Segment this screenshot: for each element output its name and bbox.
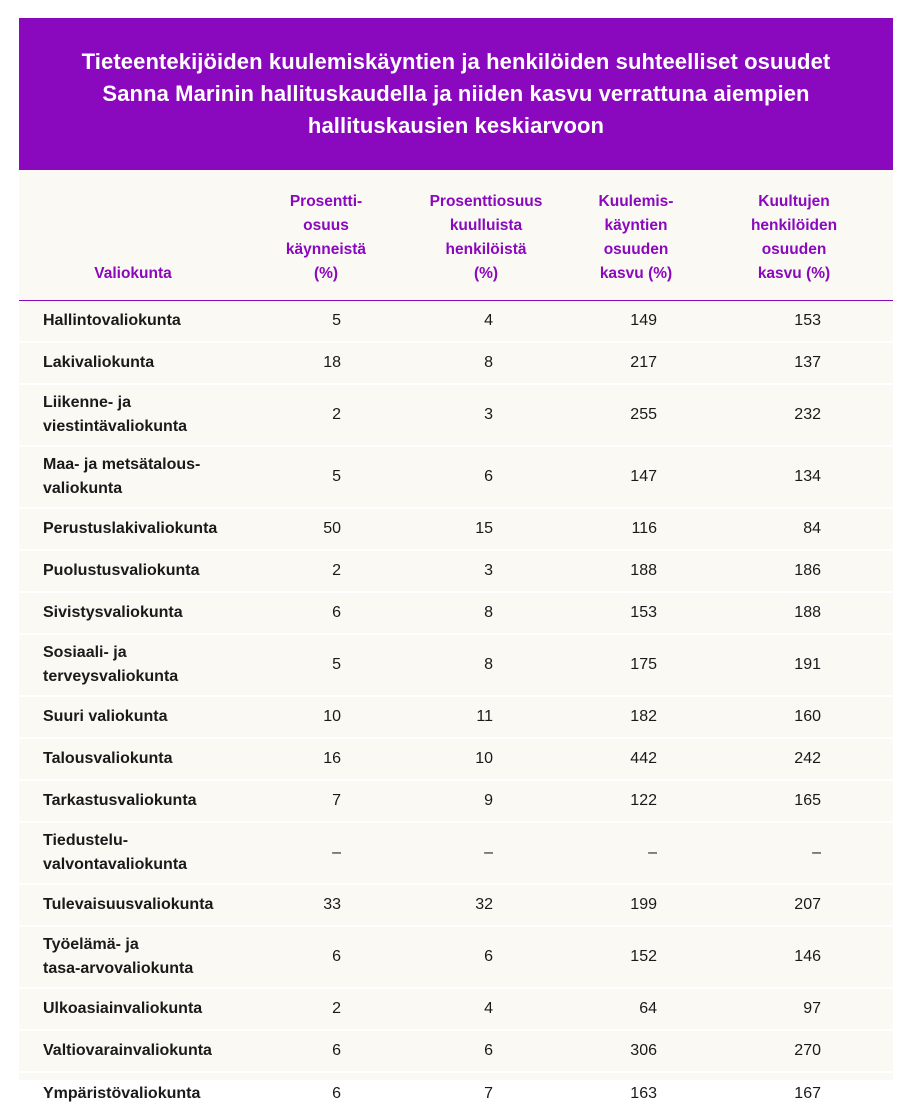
column-header-share-of-visits: Prosentti- osuus käynneistä (%) (285, 193, 367, 282)
table-cell-col3: 163 (630, 1085, 657, 1102)
table-cell-col2: 15 (475, 520, 493, 537)
table-cell-col4: 232 (794, 406, 821, 423)
table-row (19, 447, 893, 509)
table-row (19, 301, 893, 343)
table-cell-col2: – (484, 844, 493, 861)
table-cell-col1: 2 (332, 562, 341, 579)
table-cell-col2: 8 (484, 354, 493, 371)
table-cell-col3: 152 (630, 948, 657, 965)
table-cell-col1: – (332, 844, 341, 861)
table-cell-col4: 160 (794, 708, 821, 725)
table-row (19, 551, 893, 593)
table-cell-col2: 9 (484, 792, 493, 809)
table-cell-col2: 6 (484, 468, 493, 485)
table-row (19, 989, 893, 1031)
table-cell-col4: 191 (794, 656, 821, 673)
column-header-visit-share-growth: Kuulemis- käyntien osuuden kasvu (%) (598, 193, 674, 282)
table-cell-col2: 8 (484, 604, 493, 621)
committee-name: Talousvaliokunta (43, 750, 173, 767)
table-cell-col3: 149 (630, 312, 657, 329)
committee-name: Työelämä- ja tasa-arvovaliokunta (43, 936, 194, 977)
table-cell-col3: 64 (639, 1000, 657, 1017)
committee-name: Lakivaliokunta (43, 354, 155, 371)
table-title: Tieteentekijöiden kuulemiskäyntien ja henkilöiden suhteelliset osuudet Sanna Marinin hallituskaudella ja niiden kasvu verrattuna aiempien hallituskausien keskiarvoon (81, 49, 831, 138)
committee-name: Sosiaali- ja terveysvaliokunta (43, 644, 179, 685)
table-cell-col4: 165 (794, 792, 821, 809)
table-cell-col1: 10 (323, 708, 341, 725)
table-row (19, 509, 893, 551)
committee-name: Hallintovaliokunta (43, 312, 181, 329)
table-cell-col3: – (648, 844, 657, 861)
table-cell-col3: 122 (630, 792, 657, 809)
table-row (19, 593, 893, 635)
table-cell-col3: 182 (630, 708, 657, 725)
table-row (19, 385, 893, 447)
table-cell-col3: 306 (630, 1042, 657, 1059)
data-table (19, 170, 893, 1117)
table-cell-col4: 137 (794, 354, 821, 371)
table-row (19, 781, 893, 823)
committee-name: Ympäristövaliokunta (43, 1085, 201, 1102)
table-cell-col2: 32 (475, 896, 493, 913)
table-cell-col1: 33 (323, 896, 341, 913)
committee-name: Suuri valiokunta (43, 708, 168, 725)
table-cell-col4: 186 (794, 562, 821, 579)
table-cell-col3: 255 (630, 406, 657, 423)
table-cell-col1: 5 (332, 656, 341, 673)
column-header-share-of-persons: Prosenttiosuus kuulluista henkilöistä (%) (429, 193, 543, 282)
committee-name: Tiedustelu- valvontavaliokunta (43, 832, 188, 873)
table-cell-col1: 5 (332, 312, 341, 329)
table-cell-col1: 5 (332, 468, 341, 485)
table-cell-col1: 18 (323, 354, 341, 371)
table-cell-col2: 8 (484, 656, 493, 673)
table-cell-col1: 50 (323, 520, 341, 537)
committee-name: Sivistysvaliokunta (43, 604, 183, 621)
table-cell-col4: 270 (794, 1042, 821, 1059)
table-cell-col1: 6 (332, 604, 341, 621)
table-cell-col4: 134 (794, 468, 821, 485)
committee-name: Puolustusvaliokunta (43, 562, 200, 579)
table-cell-col3: 147 (630, 468, 657, 485)
table-cell-col1: 6 (332, 948, 341, 965)
table-cell-col3: 188 (630, 562, 657, 579)
table-cell-col2: 4 (484, 1000, 493, 1017)
table-cell-col4: 207 (794, 896, 821, 913)
committee-name: Liikenne- ja viestintävaliokunta (43, 394, 188, 435)
table-cell-col1: 16 (323, 750, 341, 767)
table-row (19, 885, 893, 927)
table-cell-col2: 3 (484, 562, 493, 579)
table-cell-col4: – (812, 844, 821, 861)
table-cell-col2: 7 (484, 1085, 493, 1102)
committee-name: Tulevaisuusvaliokunta (43, 896, 214, 913)
table-cell-col2: 4 (484, 312, 493, 329)
column-header-person-share-growth: Kuultujen henkilöiden osuuden kasvu (%) (750, 193, 838, 282)
table-cell-col2: 6 (484, 948, 493, 965)
table-cell-col3: 217 (630, 354, 657, 371)
table-row (19, 343, 893, 385)
table-row (19, 927, 893, 989)
table-cell-col1: 2 (332, 406, 341, 423)
committee-name: Ulkoasiainvaliokunta (43, 1000, 203, 1017)
table-cell-col4: 146 (794, 948, 821, 965)
table-cell-col3: 199 (630, 896, 657, 913)
table-row (19, 1073, 893, 1117)
table-cell-col4: 188 (794, 604, 821, 621)
table-cell-col4: 84 (803, 520, 821, 537)
table-cell-col2: 11 (476, 708, 493, 725)
table-cell-col4: 242 (794, 750, 821, 767)
committee-name: Valtiovarainvaliokunta (43, 1042, 212, 1059)
committee-name: Perustuslakivaliokunta (43, 520, 218, 537)
table-row (19, 697, 893, 739)
table-cell-col2: 6 (484, 1042, 493, 1059)
table-cell-col4: 153 (794, 312, 821, 329)
table-cell-col3: 175 (630, 656, 657, 673)
table-row (19, 823, 893, 885)
table-cell-col2: 3 (484, 406, 493, 423)
committee-name: Maa- ja metsätalous- valiokunta (43, 456, 201, 497)
committee-name: Tarkastusvaliokunta (43, 792, 197, 809)
table-cell-col1: 2 (332, 1000, 341, 1017)
table-cell-col3: 442 (630, 750, 657, 767)
table-body (19, 301, 893, 1117)
table-cell-col4: 167 (794, 1085, 821, 1102)
table-cell-col1: 6 (332, 1085, 341, 1102)
table-row (19, 1031, 893, 1073)
column-header-valiokunta: Valiokunta (94, 265, 172, 282)
title-banner (19, 18, 893, 170)
table-header (19, 170, 893, 301)
table-cell-col3: 153 (630, 604, 657, 621)
table-cell-col2: 10 (475, 750, 493, 767)
table-cell-col4: 97 (803, 1000, 821, 1017)
table-card (19, 18, 893, 1102)
table-row (19, 739, 893, 781)
table-cell-col1: 7 (332, 792, 341, 809)
table-cell-col1: 6 (332, 1042, 341, 1059)
table-cell-col3: 116 (631, 520, 657, 537)
table-row (19, 635, 893, 697)
